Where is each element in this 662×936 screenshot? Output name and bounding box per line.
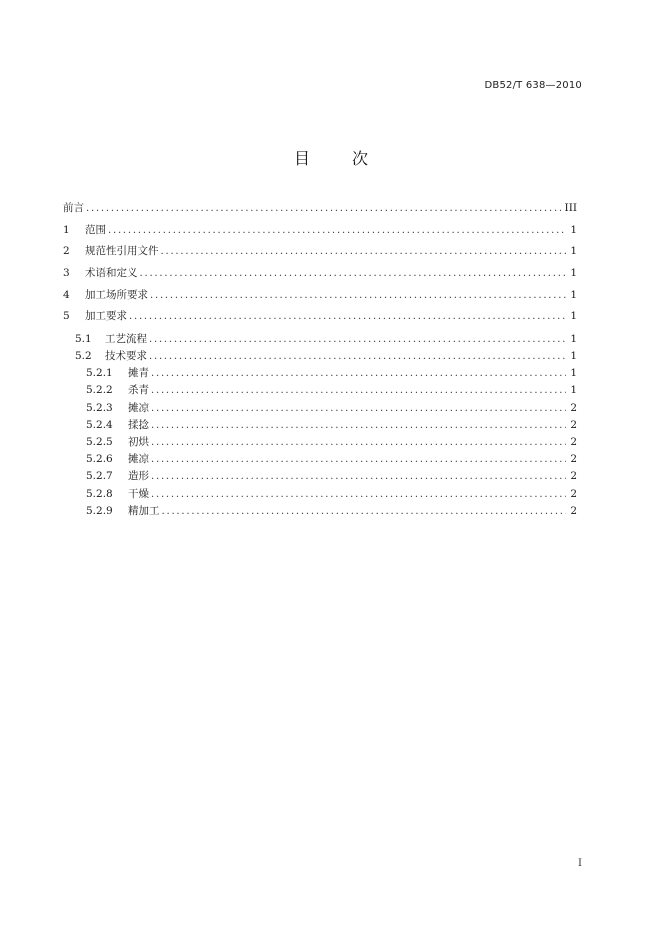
toc-leader-dots [151, 471, 566, 482]
toc-label: 摊凉 [128, 402, 149, 414]
toc-leader-dots [151, 489, 566, 500]
toc-page: 1 [570, 367, 577, 379]
toc-page: 2 [570, 436, 577, 448]
toc-page: 2 [570, 470, 577, 482]
toc-entry[interactable] [63, 308, 577, 323]
toc-number: 3 [63, 267, 70, 279]
page-title [0, 146, 662, 169]
toc-entry[interactable] [63, 331, 577, 346]
toc-entry[interactable] [63, 417, 577, 432]
toc-number: 5.2.5 [86, 436, 113, 448]
toc-leader-dots [129, 311, 566, 322]
toc-leader-dots [151, 437, 566, 448]
toc-entry[interactable] [63, 287, 577, 302]
title-char-1: 目 [293, 149, 310, 168]
page-number: I [578, 858, 582, 869]
toc-label: 初烘 [128, 436, 149, 448]
toc-number: 5.2.6 [86, 453, 113, 465]
toc-page: 2 [570, 505, 577, 517]
title-char-2: 次 [352, 149, 369, 168]
toc-page: 2 [570, 402, 577, 414]
toc-number: 5 [63, 310, 70, 322]
toc-entry[interactable] [63, 243, 577, 258]
toc-page: 2 [570, 488, 577, 500]
toc-leader-dots [151, 385, 566, 396]
toc-leader-dots [151, 368, 566, 379]
toc-number: 5.2 [75, 350, 92, 362]
toc-number: 5.2.2 [86, 384, 113, 396]
toc-entry[interactable] [63, 451, 577, 466]
toc-page: 1 [570, 245, 577, 257]
toc-page: 1 [570, 267, 577, 279]
toc-entry[interactable] [63, 400, 577, 415]
toc-leader-dots [149, 334, 566, 345]
toc-page: 1 [570, 289, 577, 301]
toc-leader-dots [151, 403, 566, 414]
toc-number: 5.2.9 [86, 505, 113, 517]
toc-page: 2 [570, 419, 577, 431]
toc-entry[interactable] [63, 503, 577, 518]
toc-page: 2 [570, 453, 577, 465]
toc-label: 摊凉 [128, 453, 149, 465]
toc-label: 加工要求 [85, 310, 127, 322]
toc-leader-dots [140, 268, 567, 279]
toc-page: 1 [570, 224, 577, 236]
toc-number: 5.2.1 [86, 367, 113, 379]
toc-entry[interactable] [63, 265, 577, 280]
toc-leader-dots [161, 246, 567, 257]
toc-number: 2 [63, 245, 70, 257]
toc-label: 干燥 [128, 488, 149, 500]
toc-number: 5.2.4 [86, 419, 113, 431]
toc-label: 加工场所要求 [85, 289, 148, 301]
toc-entry[interactable] [63, 200, 577, 215]
toc-leader-dots [149, 351, 566, 362]
toc-number: 4 [63, 289, 70, 301]
toc-number: 5.2.3 [86, 402, 113, 414]
toc-entry[interactable] [63, 468, 577, 483]
toc-entry[interactable] [63, 486, 577, 501]
toc-page: 1 [570, 310, 577, 322]
toc-leader-dots [108, 225, 566, 236]
toc-number: 5.2.7 [86, 470, 113, 482]
toc-label: 范围 [85, 224, 106, 236]
toc-leader-dots [162, 506, 567, 517]
toc-number: 5.1 [75, 333, 92, 345]
standard-code: DB52/T 638—2010 [484, 80, 582, 91]
toc-page: III [564, 202, 577, 214]
toc-page: 1 [570, 350, 577, 362]
toc-label: 规范性引用文件 [85, 245, 159, 257]
toc-entry[interactable] [63, 365, 577, 380]
toc-label: 揉捻 [128, 419, 149, 431]
toc-label: 摊青 [128, 367, 149, 379]
toc-label: 术语和定义 [85, 267, 138, 279]
toc-number: 5.2.8 [86, 488, 113, 500]
toc-label: 杀青 [128, 384, 149, 396]
toc-label: 精加工 [128, 505, 160, 517]
toc-label: 造形 [128, 470, 149, 482]
toc-label: 工艺流程 [105, 333, 147, 345]
toc-leader-dots [151, 420, 566, 431]
toc-entry[interactable] [63, 382, 577, 397]
toc-entry[interactable] [63, 222, 577, 237]
toc-label: 前言 [63, 202, 84, 214]
toc-number: 1 [63, 224, 70, 236]
toc-entry[interactable] [63, 348, 577, 363]
toc-page: 1 [570, 333, 577, 345]
toc-leader-dots [151, 454, 566, 465]
toc-leader-dots [150, 290, 566, 301]
toc-label: 技术要求 [105, 350, 147, 362]
toc-entry[interactable] [63, 434, 577, 449]
toc-page: 1 [570, 384, 577, 396]
toc-leader-dots [86, 203, 561, 214]
